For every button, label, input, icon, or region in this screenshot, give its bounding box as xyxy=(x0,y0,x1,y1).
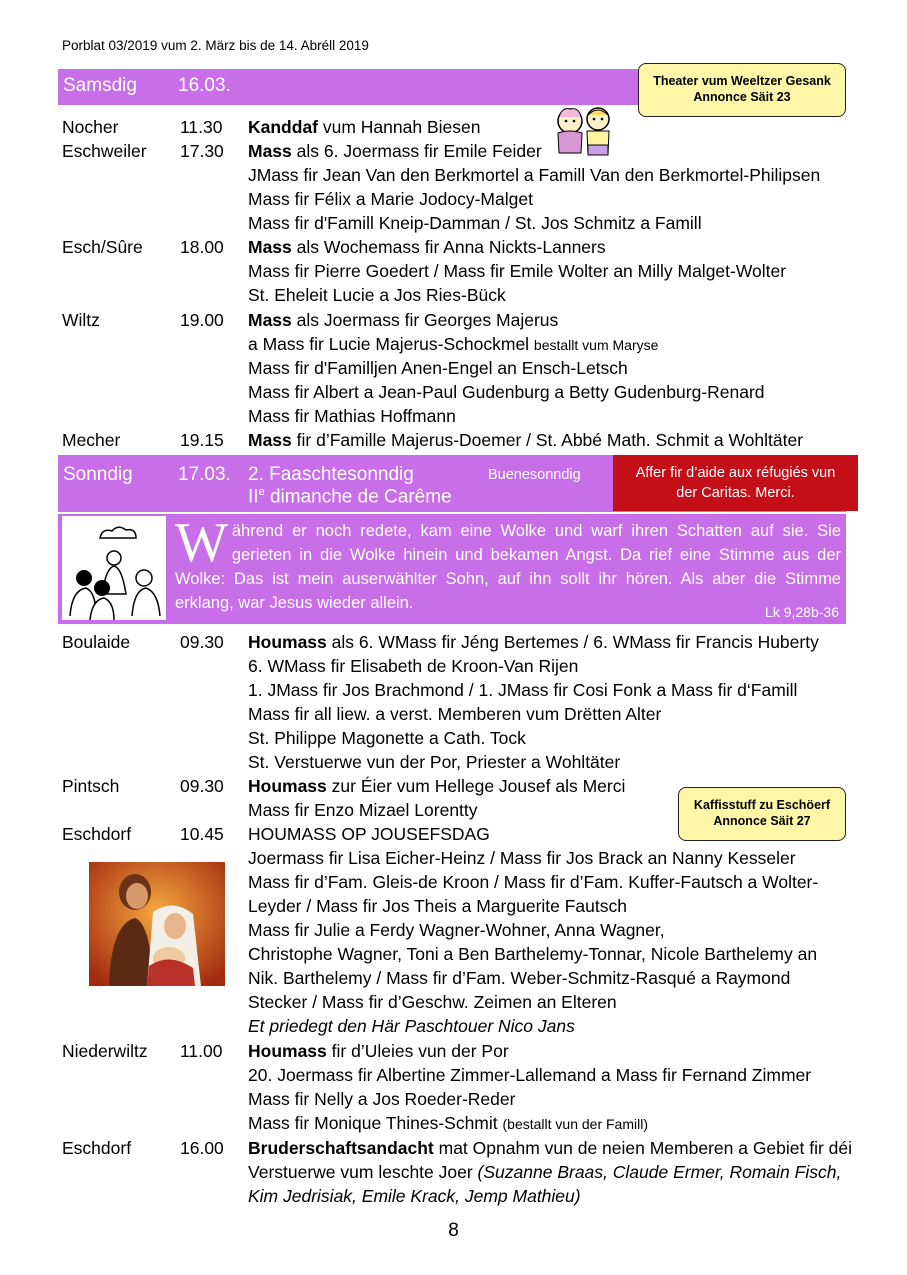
entry: Verstuerwe vum leschte Joer (Suzanne Braas, Claude Ermer, Romain Fisch, xyxy=(248,1162,842,1182)
entry: Stecker / Mass fir d’Geschw. Zeimen an Elteren xyxy=(248,992,617,1012)
schedule-row xyxy=(62,235,852,259)
schedule-row xyxy=(62,942,852,966)
entry: Bruderschaftsandacht mat Opnahm vun de neien Memberen a Gebiet fir déi xyxy=(248,1138,853,1158)
schedule-row xyxy=(62,1087,852,1111)
entry: St. Philippe Magonette a Cath. Tock xyxy=(248,728,526,748)
gospel-quote-box xyxy=(58,514,846,624)
gospel-quote-text: Während er noch redete, kam eine Wolke und warf ihren Schatten auf sie. Sie gerieten in die Wolke hinein und bekamen Angst. Da rief eine Stimme aus der Wolke: Das ist mein auserwählter Sohn, auf ihn sollt ihr hören. Als aber die Stimme erklang, war Jesus wieder allein. xyxy=(175,512,841,612)
schedule-row xyxy=(62,283,852,307)
place: Eschweiler xyxy=(62,141,147,161)
sunday-extra: Buenesonndig xyxy=(488,467,581,483)
entry: Houmass als 6. WMass fir Jéng Bertemes / 6. WMass fir Francis Huberty xyxy=(248,632,819,652)
entry: 20. Joermass fir Albertine Zimmer-Lallemand a Mass fir Fernand Zimmer xyxy=(248,1065,812,1085)
entry: Mass fir d'Famill Kneip-Damman / St. Jos Schmitz a Famill xyxy=(248,213,702,233)
schedule-row xyxy=(62,1160,852,1184)
schedule-row xyxy=(62,702,852,726)
time: 19.15 xyxy=(180,430,224,450)
entry: 1. JMass fir Jos Brachmond / 1. JMass fir Cosi Fonk a Mass fir d‘Famill xyxy=(248,680,798,700)
entry: Mass als Wochemass fir Anna Nickts-Lanners xyxy=(248,237,606,257)
schedule-row xyxy=(62,966,852,990)
schedule-row xyxy=(62,1039,852,1063)
caritas-note-line-2: der Caritas. Merci. xyxy=(676,485,795,501)
schedule-row xyxy=(62,870,852,894)
schedule-row xyxy=(62,1184,852,1208)
place: Eschdorf xyxy=(62,824,132,844)
theater-note-line-2: Annonce Säit 23 xyxy=(693,90,791,104)
entry: Houmass zur Éier vum Hellege Jousef als Merci xyxy=(248,776,626,796)
page-number: 8 xyxy=(448,1220,459,1241)
entry: Nik. Barthelemy / Mass fir d’Fam. Weber-Schmitz-Rasqué a Raymond xyxy=(248,968,791,988)
time: 11.00 xyxy=(180,1041,223,1061)
entry: HOUMASS OP JOUSEFSDAG xyxy=(248,824,490,844)
place: Esch/Sûre xyxy=(62,237,143,257)
place: Boulaide xyxy=(62,632,131,652)
time: 18.00 xyxy=(180,237,224,257)
schedule-row xyxy=(62,115,852,139)
transfiguration-illustration xyxy=(62,516,166,620)
place: Nocher xyxy=(62,117,119,137)
entry: St. Eheleit Lucie a Jos Ries-Bück xyxy=(248,285,506,305)
schedule-row xyxy=(62,428,852,452)
entry: Mass fir d’Fam. Gleis-de Kroon / Mass fir d’Fam. Kuffer-Fautsch a Wolter- xyxy=(248,872,819,892)
schedule-row xyxy=(62,630,852,654)
caritas-note-line-1: Affer fir d’aide aux réfugiés vun xyxy=(635,465,836,481)
entry: 6. WMass fir Elisabeth de Kroon-Van Rijen xyxy=(248,656,579,676)
kaffi-note-line-2: Annonce Säit 27 xyxy=(713,814,811,828)
entry: Leyder / Mass fir Jos Theis a Marguerite Fautsch xyxy=(248,896,627,916)
entry: Mass fir all liew. a verst. Memberen vum Drëtten Alter xyxy=(248,704,662,724)
entry: Mass fir d'Familljen Anen-Engel an Ensch-Letsch xyxy=(248,358,628,378)
entry: Kim Jedrisiak, Emile Krack, Jemp Mathieu) xyxy=(248,1186,581,1206)
entry: Christophe Wagner, Toni a Ben Barthelemy-Tonnar, Nicole Barthelemy an xyxy=(248,944,818,964)
schedule-row xyxy=(62,798,852,822)
schedule-row xyxy=(62,774,852,798)
schedule-row xyxy=(62,332,852,356)
date-label: 16.03. xyxy=(178,75,231,96)
schedule-row xyxy=(62,1111,852,1135)
schedule-row xyxy=(62,380,852,404)
day-label: Samsdig xyxy=(63,75,137,96)
place: Niederwiltz xyxy=(62,1041,148,1061)
entry: Mass als Joermass fir Georges Majerus xyxy=(248,310,559,330)
entry: Mass fir Julie a Ferdy Wagner-Wohner, Anna Wagner, xyxy=(248,920,665,940)
caritas-note xyxy=(613,455,858,511)
time: 19.00 xyxy=(180,310,224,330)
entry: Joermass fir Lisa Eicher-Heinz / Mass fir Jos Brack an Nanny Kesseler xyxy=(248,848,796,868)
time: 10.45 xyxy=(180,824,224,844)
place: Pintsch xyxy=(62,776,120,796)
schedule-row xyxy=(62,1014,852,1038)
entry: Mass fir Félix a Marie Jodocy-Malget xyxy=(248,189,533,209)
schedule-row xyxy=(62,822,852,846)
kaffi-note-line-1: Kaffisstuff zu Eschöerf xyxy=(693,798,831,812)
entry: Mass fir Enzo Mizael Lorentty xyxy=(248,800,478,820)
schedule-row xyxy=(62,654,852,678)
schedule-row xyxy=(62,1136,852,1160)
theater-note-line-1: Theater vum Weeltzer Gesank xyxy=(653,74,831,88)
schedule-row xyxy=(62,750,852,774)
entry: Mass fir Mathias Hoffmann xyxy=(248,406,456,426)
gospel-reference: Lk 9,28b-36 xyxy=(765,604,839,620)
place: Wiltz xyxy=(62,310,100,330)
entry: Houmass fir d’Uleies vun der Por xyxy=(248,1041,509,1061)
schedule-row xyxy=(62,846,852,870)
schedule-row xyxy=(62,990,852,1014)
drop-cap: W xyxy=(175,512,228,574)
entry: a Mass fir Lucie Majerus-Schockmel bestallt vum Maryse xyxy=(248,334,659,354)
time: 09.30 xyxy=(180,632,224,652)
entry: Mass fir Monique Thines-Schmit (bestallt vun der Famill) xyxy=(248,1113,648,1133)
entry: Et priedegt den Här Paschtouer Nico Jans xyxy=(248,1016,575,1036)
time: 11.30 xyxy=(180,117,223,137)
schedule-row xyxy=(62,139,852,163)
day-label: Sonndig xyxy=(63,464,133,485)
place: Mecher xyxy=(62,430,121,450)
time: 16.00 xyxy=(180,1138,224,1158)
sunday-title: 2. Faaschtesonndig xyxy=(248,464,414,485)
schedule-row xyxy=(62,678,852,702)
schedule-row xyxy=(62,894,852,918)
schedule-row xyxy=(62,356,852,380)
entry: Mass fir Nelly a Jos Roeder-Reder xyxy=(248,1089,516,1109)
entry: Mass fir Pierre Goedert / Mass fir Emile Wolter an Milly Malget-Wolter xyxy=(248,261,787,281)
schedule-row xyxy=(62,1063,852,1087)
sunday-subtitle: IIe dimanche de Carême xyxy=(248,486,452,508)
entry: Mass als 6. Joermass fir Emile Feider xyxy=(248,141,542,161)
date-label: 17.03. xyxy=(178,464,231,485)
schedule-row xyxy=(62,187,852,211)
theater-note xyxy=(638,63,846,117)
entry: JMass fir Jean Van den Berkmortel a Famill Van den Berkmortel-Philipsen xyxy=(248,165,821,185)
schedule-row xyxy=(62,404,852,428)
time: 17.30 xyxy=(180,141,224,161)
schedule-row xyxy=(62,211,852,235)
schedule-row xyxy=(62,163,852,187)
place: Eschdorf xyxy=(62,1138,132,1158)
entry: Kanddaf vum Hannah Biesen xyxy=(248,117,481,137)
entry: Mass fir Albert a Jean-Paul Gudenburg a Betty Gudenburg-Renard xyxy=(248,382,765,402)
entry: Mass fir d’Famille Majerus-Doemer / St. Abbé Math. Schmit a Wohltäter xyxy=(248,430,804,450)
page-header: Porblat 03/2019 vum 2. März bis de 14. Abréll 2019 xyxy=(62,38,369,53)
schedule-row xyxy=(62,259,852,283)
schedule-row xyxy=(62,918,852,942)
entry: St. Verstuerwe vun der Por, Priester a Wohltäter xyxy=(248,752,621,772)
time: 09.30 xyxy=(180,776,224,796)
schedule-row xyxy=(62,308,852,332)
schedule-row xyxy=(62,726,852,750)
